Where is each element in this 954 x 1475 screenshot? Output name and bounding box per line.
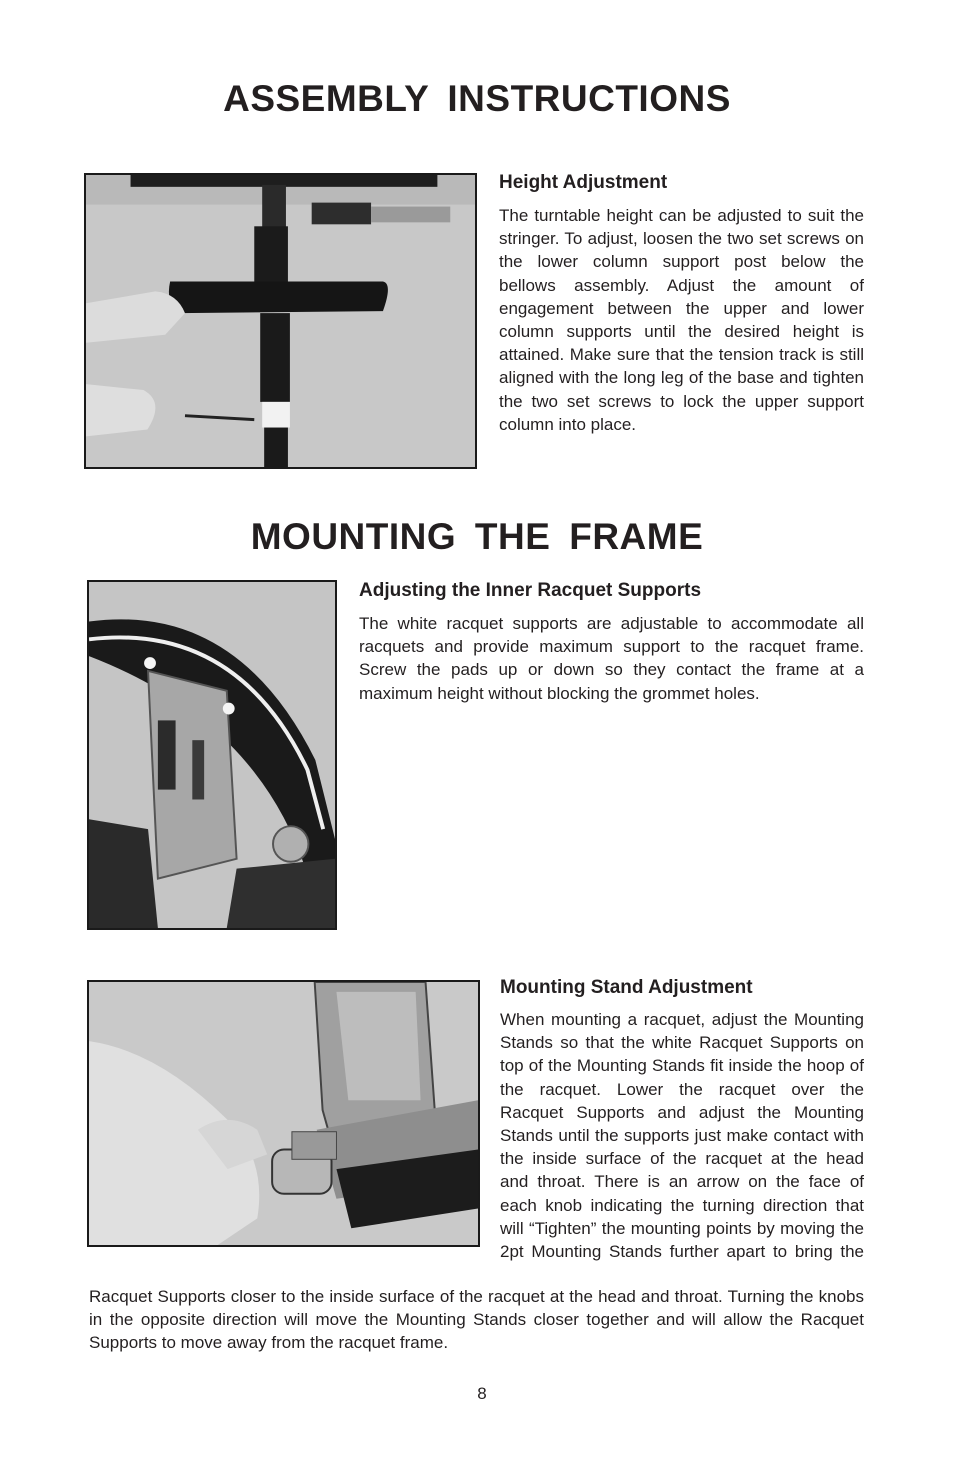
inner-racquet-supports-photo (87, 580, 337, 930)
page-number: 8 (477, 1384, 487, 1403)
mounting-stand-photo (87, 980, 480, 1247)
mounting-heading: MOUNTING THE FRAME (250, 516, 704, 557)
height-adjustment-text: The turntable height can be adjusted to suit the stringer. To adjust, loosen the two set screws on the lower column support post below the bellows assembly. Adjust the amount of engagement between the upper and lower column supports until the desired height is attained. Make sure that the tension track is still aligned with the long leg of the base and tighten the two set screws to lock the upper support column into place. (499, 206, 864, 434)
height-adjustment-photo (84, 173, 477, 469)
inner-racquet-supports-title: Adjusting the Inner Racquet Supports (359, 580, 702, 601)
mounting-stand-title: Mounting Stand Adjustment (500, 977, 753, 998)
assembly-heading: ASSEMBLY INSTRUCTIONS (223, 78, 731, 119)
inner-racquet-supports-text: The white racquet supports are adjustable to accommodate all racquets and provide maximum support to the racquet frame. Screw the pads up or down so they contact the frame at a maximum height without blocking the grommet holes. (359, 614, 864, 703)
mounting-stand-text-1: When mounting a racquet, adjust the Mounting Stands so that the white Racquet Supports on top of the Mounting Stands fit inside the hoop of the racquet. Lower the racquet over the Racquet Supports and adjust the Mounting Stands until the supports just make contact with the inside surface of the racquet at the head and throat. There is an arrow on the face of each knob indicating the turning direction that will “Tighten” the mounting points by moving the 2pt Mounting Stands further apart to bring the (500, 1010, 864, 1262)
mounting-stand-text-2: Racquet Supports closer to the inside surface of the racquet at the head and throat. Turning the knobs in the opposite direction will move the Mounting Stands closer together and will allow the Racquet Supports to move away from the racquet frame. (89, 1287, 864, 1353)
height-adjustment-title: Height Adjustment (499, 172, 668, 193)
